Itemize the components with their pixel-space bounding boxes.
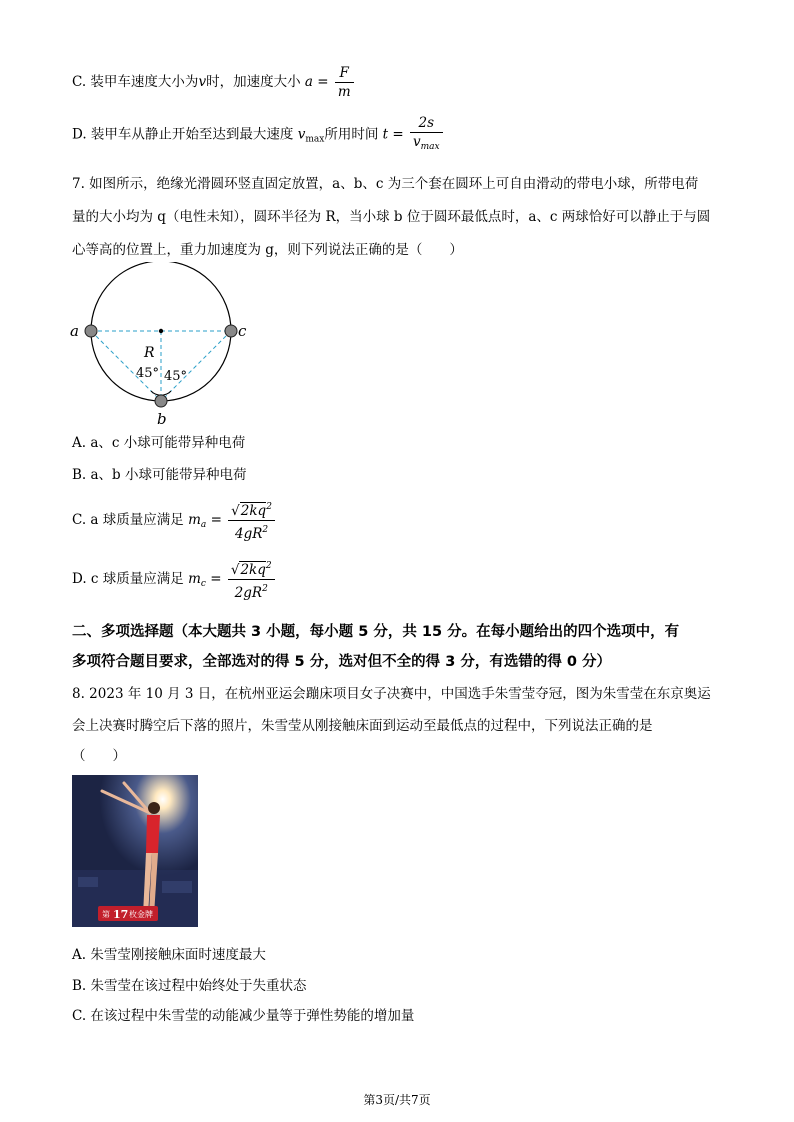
center-point	[159, 329, 163, 333]
q8-stem-line-2: 会上决赛时腾空后下落的照片，朱雪莹从刚接触床面到运动至最低点的过程中，下列说法正确的是	[72, 718, 653, 734]
q8-stem-line-3: （ ）	[72, 748, 126, 764]
q6-option-d: D. 装甲车从静止开始至达到最大速度 $v_{max}$所用时间 t = $\frac{2s}{v_{max}}$	[72, 114, 445, 156]
fraction: $\frac{√2kq^2}{2gR^2}$	[228, 557, 275, 602]
q8-option-b: B. 朱雪莹在该过程中始终处于失重状态	[72, 978, 307, 994]
q7-option-b: B. a、b 小球可能带异种电荷	[72, 467, 247, 483]
fraction: $\frac{√2kq^2}{4gR^2}$	[228, 498, 275, 543]
q7-option-d: D. c 球质量应满足 $m_c$ = $\frac{√2kq^2}{2gR^2}$	[72, 557, 277, 602]
section-2-heading-line-1: 二、多项选择题（本大题共 3 小题，每小题 5 分，共 15 分。在每小题给出的四个选项中，有	[72, 624, 680, 640]
fraction: $\frac{F}{m}$	[335, 64, 354, 101]
q7-option-c: C. a 球质量应满足 $m_a$ = $\frac{√2kq^2}{4gR^2}$	[72, 498, 277, 543]
q7-stem-line-3: 心等高的位置上，重力加速度为 g，则下列说法正确的是（ ）	[72, 242, 463, 258]
formula-lhs: t =	[382, 126, 404, 143]
q6-option-c: C. 装甲车速度大小为v时，加速度大小 a = $\frac{F}{m}$	[72, 64, 356, 101]
athlete-head	[148, 802, 160, 814]
chord-cb	[161, 331, 231, 401]
svg-text:17: 17	[113, 908, 129, 921]
page-number-footer: 第3页/共7页	[363, 1093, 431, 1107]
svg-text:枚金牌: 枚金牌	[129, 910, 153, 919]
ball-c	[225, 325, 237, 337]
q7-stem-line-1: 7. 如图所示，绝缘光滑圆环竖直固定放置，a、b、c 为三个套在圆环上可自由滑动的带电小球，所带电荷	[72, 176, 699, 192]
angle-left-label: 45°	[136, 366, 160, 381]
athlete-leotard	[146, 815, 160, 853]
section-2-heading-line-2: 多项符合题目要求，全部选对的得 5 分，选对但不全的得 3 分，有选错的得 0 分）	[72, 654, 612, 670]
ring-diagram	[62, 262, 262, 432]
angle-right-label: 45°	[164, 369, 188, 384]
formula-lhs: a =	[304, 74, 329, 90]
q7-stem-line-2: 量的大小均为 q（电性未知），圆环半径为 R，当小球 b 位于圆环最低点时，a、c 两球恰好可以静止于与圆	[72, 209, 711, 225]
label-c: c	[238, 322, 247, 340]
q8-option-a: A. 朱雪莹刚接触床面时速度最大	[72, 947, 266, 963]
q7-option-a: A. a、c 小球可能带异种电荷	[72, 435, 246, 451]
trampoline-photo	[72, 775, 198, 927]
ball-a	[85, 325, 97, 337]
q8-option-c: C. 在该过程中朱雪莹的动能减少量等于弹性势能的增加量	[72, 1008, 415, 1024]
q8-stem-line-1: 8. 2023 年 10 月 3 日，在杭州亚运会蹦床项目女子决赛中，中国选手朱雪莹夺冠，图为朱雪莹在东京奥运	[72, 686, 711, 702]
ball-b	[155, 395, 167, 407]
fraction: $\frac{2s}{v_{max}}$	[410, 114, 443, 156]
label-b: b	[157, 410, 167, 428]
label-a: a	[70, 322, 79, 340]
svg-text:第: 第	[102, 910, 110, 919]
label-radius: R	[144, 345, 155, 361]
